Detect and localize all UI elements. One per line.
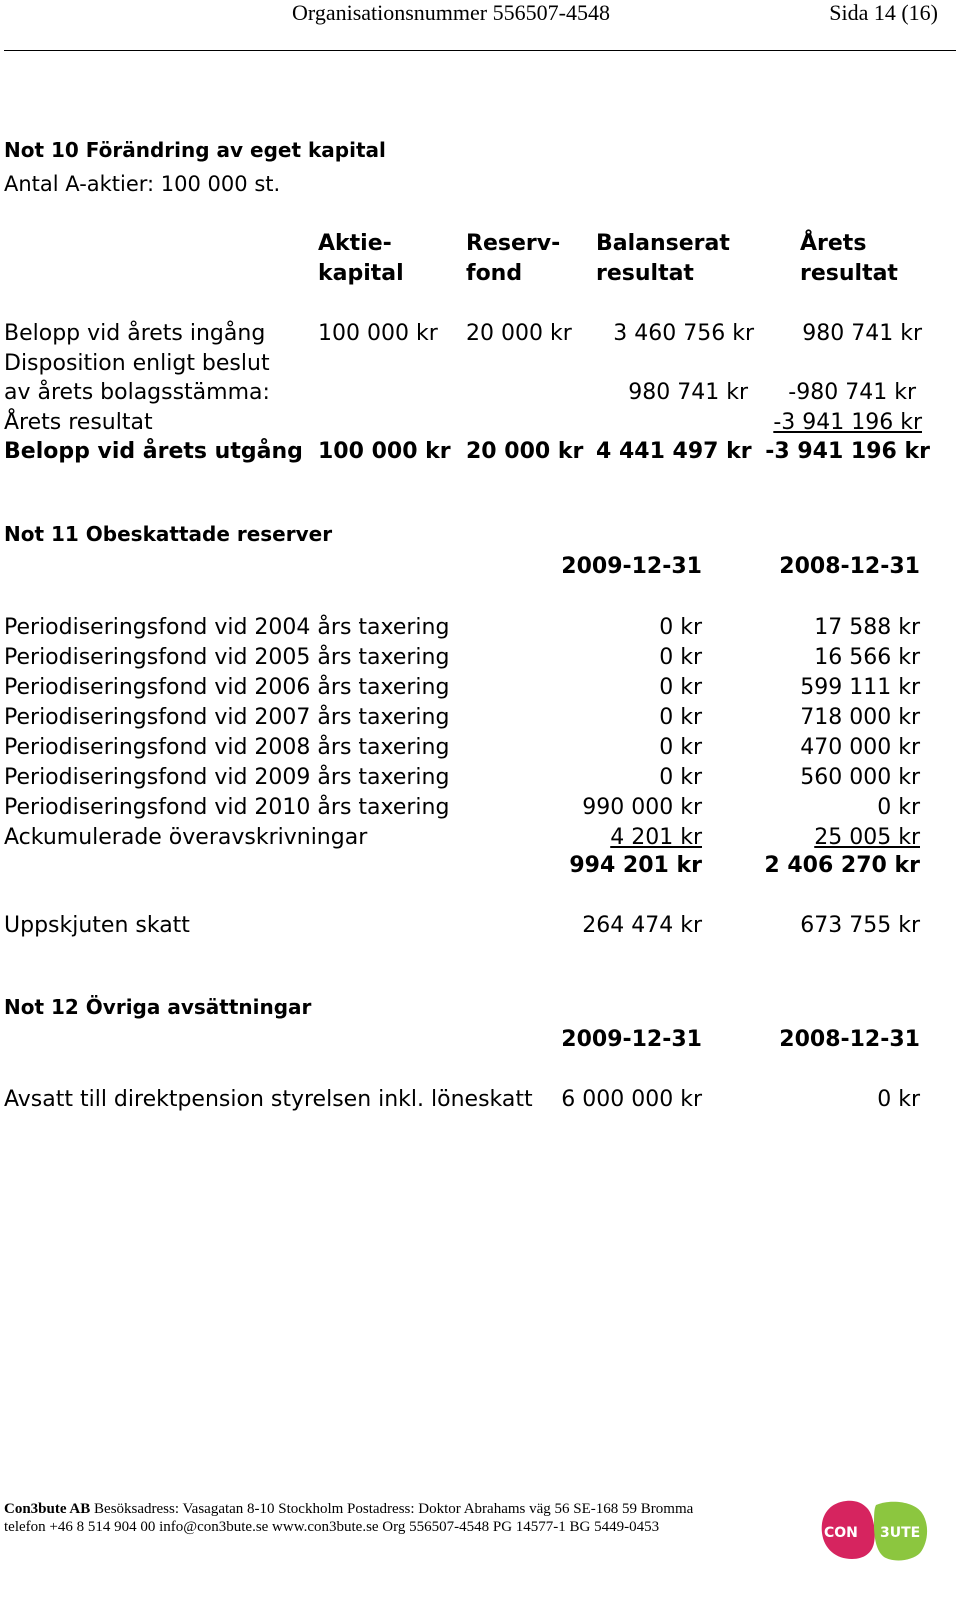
org-number: Organisationsnummer 556507-4548 (292, 0, 610, 25)
note-10-title: Not 10 Förändring av eget kapital (4, 138, 386, 162)
note-11-col-2009: 2009-12-31 (561, 554, 702, 579)
row-resultat-label: Årets resultat (4, 410, 153, 435)
row-utgang-arets: -3 941 196 kr (765, 439, 930, 464)
row-disp-label-2: av årets bolagsstämma: (4, 380, 270, 405)
logo-text-left: CON (824, 1525, 858, 1541)
col-header-reservfond-2: fond (466, 261, 523, 286)
note-11-row-label: Periodiseringsfond vid 2006 års taxering (4, 675, 450, 700)
note-11-row-2009: 0 kr (659, 645, 702, 670)
row-ingang-reservfond: 20 000 kr (466, 321, 572, 346)
row-disp-balanserat: 980 741 kr (628, 380, 748, 405)
row-resultat-arets: -3 941 196 kr (773, 410, 922, 435)
col-header-aktiekapital-2: kapital (318, 261, 404, 286)
note-11-total-2008: 2 406 270 kr (764, 853, 920, 878)
note-11-row-label: Periodiseringsfond vid 2007 års taxering (4, 705, 450, 730)
row-ingang-label: Belopp vid årets ingång (4, 321, 266, 346)
note-11-row-label: Periodiseringsfond vid 2008 års taxering (4, 735, 450, 760)
note-11-row-label: Periodiseringsfond vid 2009 års taxering (4, 765, 450, 790)
note-12-title: Not 12 Övriga avsättningar (4, 995, 312, 1019)
note-12-row-2008: 0 kr (877, 1087, 920, 1112)
note-11-row-2009: 0 kr (659, 615, 702, 640)
con3bute-logo (818, 1497, 930, 1563)
header-rule (4, 50, 956, 51)
row-utgang-aktiekapital: 100 000 kr (318, 439, 451, 464)
deferred-tax-2008: 673 755 kr (800, 913, 920, 938)
row-ingang-balanserat: 3 460 756 kr (613, 321, 754, 346)
note-12-row-2009: 6 000 000 kr (561, 1087, 702, 1112)
col-header-balanserat-1: Balanserat (596, 231, 730, 256)
footer-address: Besöksadress: Vasagatan 8-10 Stockholm Postadress: Doktor Abrahams väg 56 SE-168 59 Bromma (94, 1501, 694, 1517)
logo-text-right: 3UTE (880, 1525, 921, 1541)
note-11-row-2008: 599 111 kr (800, 675, 920, 700)
note-11-row-2008: 25 005 kr (814, 825, 920, 850)
col-header-arets-2: resultat (800, 261, 898, 286)
note-12-col-2008: 2008-12-31 (779, 1027, 920, 1052)
row-utgang-label: Belopp vid årets utgång (4, 439, 303, 464)
note-11-total-2009: 994 201 kr (569, 853, 702, 878)
note-11-row-2008: 17 588 kr (814, 615, 920, 640)
note-10-subtitle: Antal A-aktier: 100 000 st. (4, 172, 281, 196)
note-11-row-label: Periodiseringsfond vid 2004 års taxering (4, 615, 450, 640)
page-header (0, 0, 960, 52)
deferred-tax-label: Uppskjuten skatt (4, 913, 190, 938)
note-11-row-label: Ackumulerade överavskrivningar (4, 825, 368, 850)
footer-address-line (4, 1501, 693, 1518)
col-header-aktiekapital-1: Aktie- (318, 231, 392, 256)
note-11-row-2008: 718 000 kr (800, 705, 920, 730)
row-ingang-aktiekapital: 100 000 kr (318, 321, 438, 346)
note-11-title: Not 11 Obeskattade reserver (4, 522, 333, 546)
footer-company: Con3bute AB (4, 1501, 91, 1517)
col-header-arets-1: Årets (800, 231, 867, 256)
row-disp-arets: -980 741 kr (788, 380, 916, 405)
row-utgang-balanserat: 4 441 497 kr (596, 439, 752, 464)
note-11-row-2009: 0 kr (659, 765, 702, 790)
deferred-tax-2009: 264 474 kr (582, 913, 702, 938)
note-11-row-2008: 0 kr (877, 795, 920, 820)
note-11-row-2008: 560 000 kr (800, 765, 920, 790)
row-ingang-arets: 980 741 kr (802, 321, 922, 346)
note-11-row-2009: 0 kr (659, 705, 702, 730)
note-12-col-2009: 2009-12-31 (561, 1027, 702, 1052)
note-12-row-label: Avsatt till direktpension styrelsen inkl. löneskatt (4, 1087, 533, 1112)
note-11-row-2009: 0 kr (659, 735, 702, 760)
col-header-reservfond-1: Reserv- (466, 231, 561, 256)
note-11-row-2008: 16 566 kr (814, 645, 920, 670)
note-11-row-2009: 4 201 kr (610, 825, 702, 850)
note-11-row-2009: 0 kr (659, 675, 702, 700)
row-disp-label-1: Disposition enligt beslut (4, 351, 270, 376)
note-11-row-2009: 990 000 kr (582, 795, 702, 820)
page-number: Sida 14 (16) (829, 0, 938, 25)
col-header-balanserat-2: resultat (596, 261, 694, 286)
note-11-row-2008: 470 000 kr (800, 735, 920, 760)
footer-contact-line: telefon +46 8 514 904 00 info@con3bute.se www.con3bute.se Org 556507-4548 PG 14577-1 BG 5449-0453 (4, 1519, 660, 1535)
note-11-row-label: Periodiseringsfond vid 2005 års taxering (4, 645, 450, 670)
note-11-col-2008: 2008-12-31 (779, 554, 920, 579)
row-utgang-reservfond: 20 000 kr (466, 439, 584, 464)
note-11-row-label: Periodiseringsfond vid 2010 års taxering (4, 795, 450, 820)
